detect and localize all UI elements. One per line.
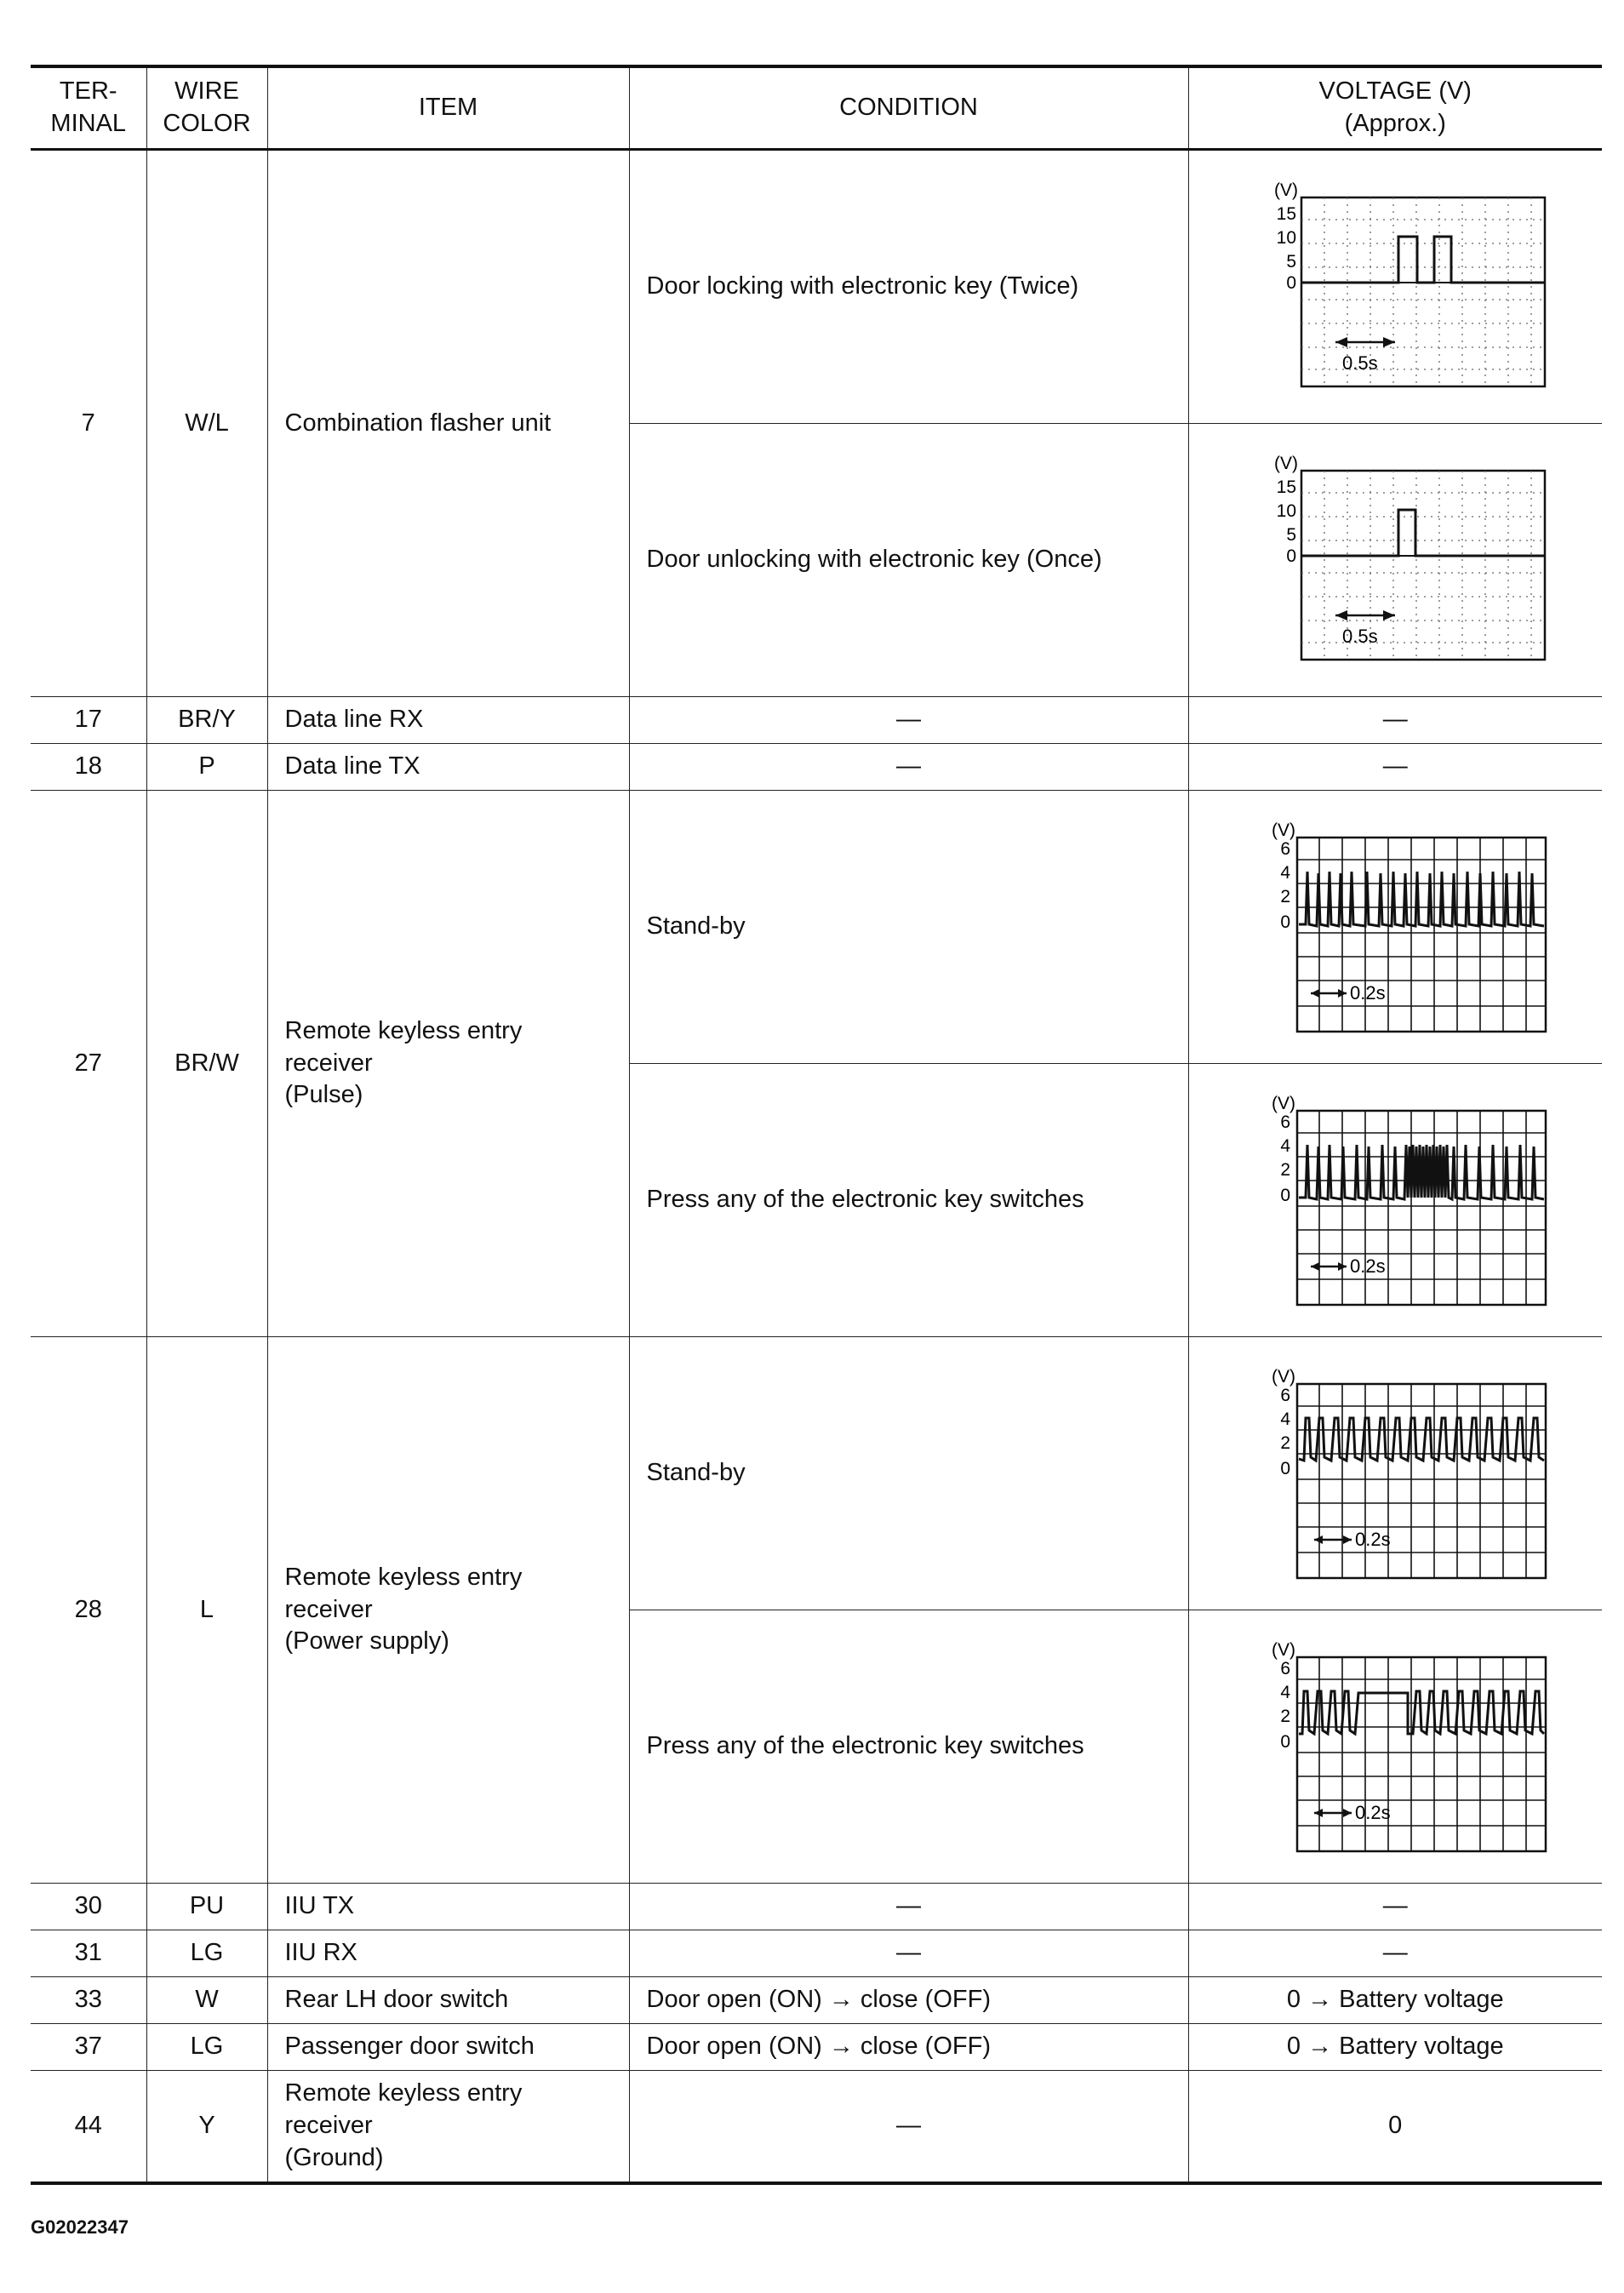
- voltage-cell: —: [1188, 1930, 1602, 1977]
- header-voltage: VOLTAGE (V) (Approx.): [1188, 66, 1602, 150]
- wire-color-cell: Y: [146, 2071, 267, 2184]
- svg-text:2: 2: [1280, 887, 1291, 906]
- condition-cell: Door open (ON) → close (OFF): [629, 1977, 1188, 2024]
- condition-cell: Press any of the electronic key switches: [629, 1064, 1188, 1337]
- header-condition: CONDITION: [629, 66, 1188, 150]
- terminal-cell: 44: [31, 2071, 146, 2184]
- svg-text:0.2s: 0.2s: [1350, 982, 1386, 1004]
- header-wire-color: WIRE COLOR: [146, 66, 267, 150]
- terminal-cell: 27: [31, 791, 146, 1337]
- svg-text:0.5s: 0.5s: [1342, 352, 1378, 374]
- svg-text:(V): (V): [1272, 821, 1296, 840]
- table-row: [31, 697, 1602, 744]
- svg-text:6: 6: [1280, 1659, 1291, 1678]
- svg-text:0: 0: [1280, 1459, 1291, 1478]
- svg-text:(V): (V): [1272, 1367, 1296, 1387]
- condition-cell: —: [629, 744, 1188, 791]
- voltage-waveform-cell: [1188, 150, 1602, 424]
- voltage-cell: —: [1188, 1884, 1602, 1930]
- wire-color-cell: PU: [146, 1884, 267, 1930]
- item-cell: IIU RX: [267, 1930, 629, 1977]
- condition-cell: —: [629, 697, 1188, 744]
- table-row: [31, 791, 1602, 1064]
- terminal-cell: 17: [31, 697, 146, 744]
- svg-text:2: 2: [1280, 1707, 1291, 1726]
- svg-text:2: 2: [1280, 1433, 1291, 1453]
- wire-color-cell: L: [146, 1337, 267, 1884]
- condition-cell: Stand-by: [629, 791, 1188, 1064]
- item-cell: IIU TX: [267, 1884, 629, 1930]
- voltage-waveform-cell: [1188, 424, 1602, 697]
- item-cell: Passenger door switch: [267, 2024, 629, 2071]
- svg-text:0.2s: 0.2s: [1355, 1802, 1391, 1823]
- header-row: [31, 66, 1602, 150]
- table-row: [31, 1884, 1602, 1930]
- waveform-7-lock-twice: [1242, 180, 1548, 393]
- figure-code: G02022347: [31, 2216, 129, 2238]
- wire-color-cell: P: [146, 744, 267, 791]
- svg-text:(V): (V): [1272, 1094, 1296, 1113]
- svg-text:4: 4: [1280, 1136, 1291, 1156]
- terminal-cell: 28: [31, 1337, 146, 1884]
- condition-cell: Stand-by: [629, 1337, 1188, 1610]
- table-row: [31, 150, 1602, 424]
- wire-color-cell: BR/Y: [146, 697, 267, 744]
- voltage-cell: 0 → Battery voltage: [1188, 2024, 1602, 2071]
- svg-text:6: 6: [1280, 839, 1291, 859]
- svg-text:6: 6: [1280, 1386, 1291, 1405]
- svg-text:0: 0: [1280, 912, 1291, 932]
- wire-color-cell: LG: [146, 2024, 267, 2071]
- table-row: [31, 1977, 1602, 2024]
- table-row: [31, 1930, 1602, 1977]
- terminal-cell: 37: [31, 2024, 146, 2071]
- voltage-cell: 0 → Battery voltage: [1188, 1977, 1602, 2024]
- voltage-cell: —: [1188, 697, 1602, 744]
- waveform-27-key-pressed: [1238, 1094, 1553, 1307]
- voltage-cell: —: [1188, 744, 1602, 791]
- condition-cell: —: [629, 2071, 1188, 2184]
- table-row: [31, 2024, 1602, 2071]
- item-cell: Remote keyless entry receiver (Power supply): [267, 1337, 629, 1884]
- condition-cell: Door unlocking with electronic key (Once): [629, 424, 1188, 697]
- svg-text:4: 4: [1280, 1410, 1291, 1429]
- waveform-27-standby: [1238, 821, 1553, 1033]
- svg-text:5: 5: [1286, 252, 1297, 272]
- item-cell: Data line RX: [267, 697, 629, 744]
- item-cell: Combination flasher unit: [267, 150, 629, 697]
- terminal-spec-table: [31, 65, 1602, 2185]
- svg-text:4: 4: [1280, 1683, 1291, 1702]
- condition-cell: —: [629, 1884, 1188, 1930]
- voltage-waveform-cell: [1188, 1064, 1602, 1337]
- svg-text:5: 5: [1286, 525, 1297, 545]
- header-item: ITEM: [267, 66, 629, 150]
- svg-text:15: 15: [1276, 204, 1297, 224]
- item-cell: Rear LH door switch: [267, 1977, 629, 2024]
- terminal-cell: 33: [31, 1977, 146, 2024]
- svg-text:(V): (V): [1274, 454, 1299, 473]
- voltage-cell: 0: [1188, 2071, 1602, 2184]
- svg-text:(V): (V): [1272, 1640, 1296, 1660]
- svg-text:15: 15: [1276, 477, 1297, 497]
- svg-text:10: 10: [1276, 228, 1297, 248]
- table-row: [31, 1337, 1602, 1610]
- svg-text:6: 6: [1280, 1112, 1291, 1132]
- svg-text:(V): (V): [1274, 180, 1299, 200]
- svg-text:0.2s: 0.2s: [1350, 1255, 1386, 1277]
- terminal-cell: 30: [31, 1884, 146, 1930]
- waveform-28-standby: [1238, 1367, 1553, 1580]
- svg-text:0: 0: [1286, 273, 1297, 293]
- svg-text:0: 0: [1280, 1186, 1291, 1205]
- waveform-28-key-pressed: [1238, 1640, 1553, 1853]
- voltage-waveform-cell: [1188, 791, 1602, 1064]
- svg-text:10: 10: [1276, 501, 1297, 521]
- svg-text:4: 4: [1280, 863, 1291, 883]
- svg-text:0.5s: 0.5s: [1342, 626, 1378, 647]
- terminal-cell: 7: [31, 150, 146, 697]
- wire-color-cell: W: [146, 1977, 267, 2024]
- table-row: [31, 744, 1602, 791]
- item-cell: Remote keyless entry receiver (Pulse): [267, 791, 629, 1337]
- terminal-cell: 31: [31, 1930, 146, 1977]
- terminal-cell: 18: [31, 744, 146, 791]
- condition-cell: —: [629, 1930, 1188, 1977]
- svg-text:0: 0: [1286, 546, 1297, 566]
- svg-text:0.2s: 0.2s: [1355, 1529, 1391, 1550]
- voltage-waveform-cell: [1188, 1610, 1602, 1884]
- wire-color-cell: W/L: [146, 150, 267, 697]
- wire-color-cell: BR/W: [146, 791, 267, 1337]
- item-cell: Data line TX: [267, 744, 629, 791]
- voltage-waveform-cell: [1188, 1337, 1602, 1610]
- condition-cell: Door locking with electronic key (Twice): [629, 150, 1188, 424]
- condition-cell: Press any of the electronic key switches: [629, 1610, 1188, 1884]
- waveform-7-unlock-once: [1242, 454, 1548, 666]
- table-row: [31, 2071, 1602, 2184]
- item-cell: Remote keyless entry receiver (Ground): [267, 2071, 629, 2184]
- condition-cell: Door open (ON) → close (OFF): [629, 2024, 1188, 2071]
- svg-text:2: 2: [1280, 1160, 1291, 1180]
- header-terminal: TER- MINAL: [31, 66, 146, 150]
- svg-text:0: 0: [1280, 1732, 1291, 1752]
- wire-color-cell: LG: [146, 1930, 267, 1977]
